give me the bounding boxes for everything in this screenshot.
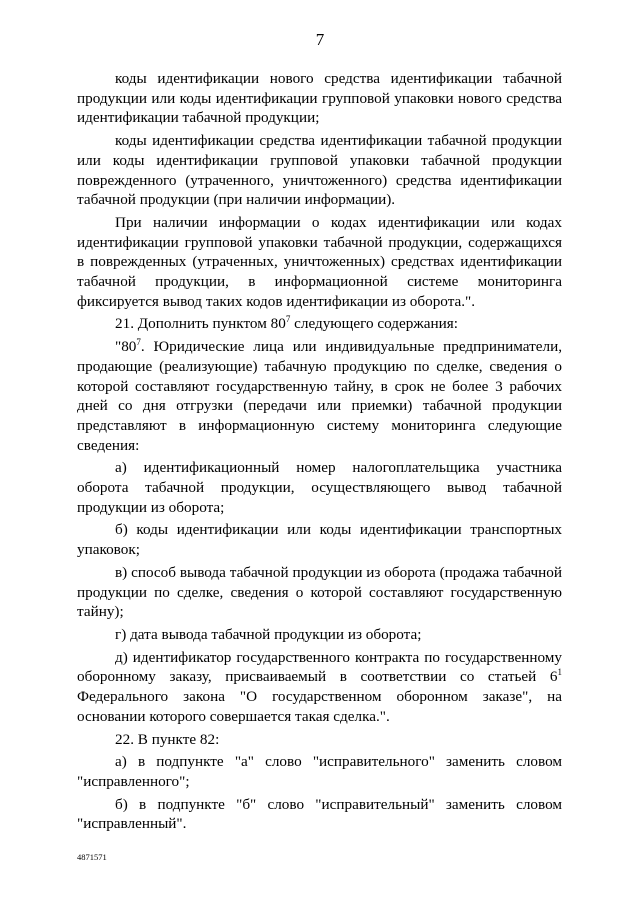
point-80-7-superscript: 7 <box>136 337 141 348</box>
subitem-b-codes: б) коды идентификации или коды идентификации транспортных упаковок; <box>77 521 562 559</box>
item-21-superscript: 7 <box>285 314 291 325</box>
subitem-g-date: г) дата вывода табачной продукции из оборота; <box>115 625 422 643</box>
subitem-d-text-end: Федерального закона "О государственном оборонном заказе", на основании которого совершается такая сделка.". <box>77 688 562 725</box>
item-21-text-end: следующего содержания: <box>290 315 458 333</box>
paragraph-item-21 <box>77 314 562 334</box>
subitem-d-contract <box>77 648 562 727</box>
page-number: 7 <box>315 30 325 49</box>
subitem-b-replace: б) в подпункте "б" слово "исправительный" заменить словом "исправленный". <box>77 795 562 833</box>
point-80-7-start: "80 <box>115 338 137 356</box>
paragraph-point-80-7 <box>77 337 562 455</box>
paragraph-item-22: 22. В пункте 82: <box>115 730 220 748</box>
paragraph-damaged-codes: коды идентификации средства идентификации табачной продукции или коды идентификации групповой упаковки табачной продукции поврежденного (утраченного, уничтоженного) средства идентификации табачной продукции (при наличии информации). <box>77 132 562 209</box>
subitem-v-method: в) способ вывода табачной продукции из оборота (продажа табачной продукции по сделке, сведения о которой составляют государственную тайну); <box>77 563 562 621</box>
subitem-a-inn: а) идентификационный номер налогоплательщика участника оборота табачной продукции, осуществляющего вывод табачной продукции из оборота; <box>77 459 562 516</box>
document-code: 4871571 <box>77 852 107 862</box>
item-21-text: 21. Дополнить пунктом 80 <box>115 315 286 333</box>
point-80-7-text: . Юридические лица или индивидуальные предприниматели, продающие (реализующие) табачную продукцию по сделке, сведения о которой составляют государственную тайну, в срок не более 3 рабочих дней со дня отгрузки (передачи или приемки) табачной продукции представляют в информационную систему мониторинга следующие сведения: <box>77 338 562 454</box>
subitem-a-replace: а) в подпункте "а" слово "исправительного" заменить словом "исправленного"; <box>77 753 562 790</box>
subitem-d-text: д) идентификатор государственного контракта по государственному оборонному заказу, присваиваемый в соответствии со статьей 6 <box>77 648 562 686</box>
document-body <box>77 69 562 837</box>
paragraph-info-available: При наличии информации о кодах идентификации или кодах идентификации групповой упаковки табачной продукции, содержащихся в поврежденных (утраченных, уничтоженных) средствах идентификации табачной продукции, в информационной системе мониторинга фиксируется вывод таких кодов идентификации из оборота.". <box>77 213 562 310</box>
subitem-d-superscript: 1 <box>557 667 562 678</box>
paragraph-new-codes: коды идентификации нового средства идентификации табачной продукции или коды идентификации групповой упаковки нового средства идентификации табачной продукции; <box>77 70 562 127</box>
